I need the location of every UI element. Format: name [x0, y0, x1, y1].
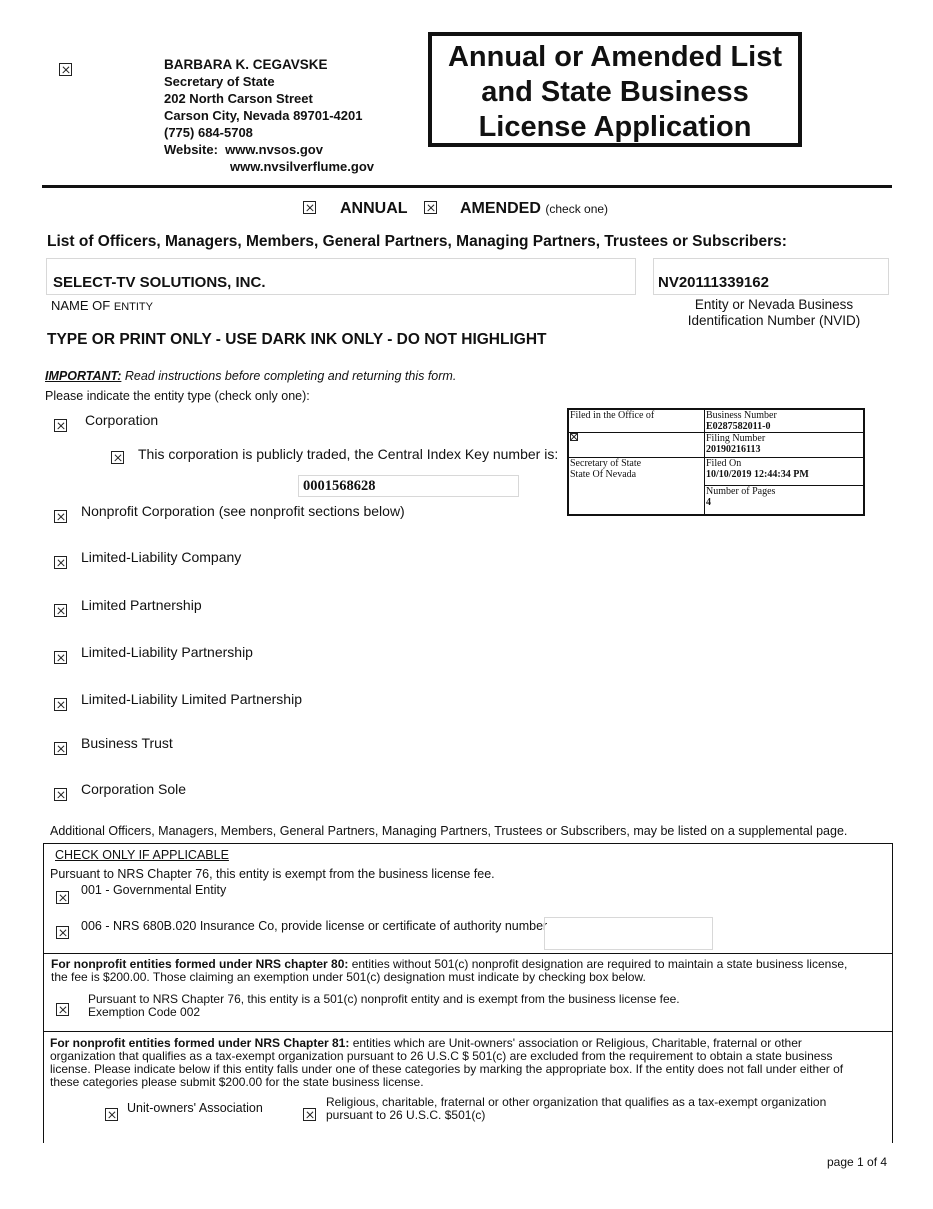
religious-line-1: Religious, charitable, fraternal or other organization that qualifies as a tax-exempt organization [326, 1095, 827, 1109]
filed-in-office: Filed in the Office of [568, 409, 705, 433]
filing-stamp [567, 408, 865, 516]
filed-on-label: Filed On [706, 458, 742, 469]
important-text: Read instructions before completing and returning this form. [124, 369, 457, 383]
nvid-label [660, 297, 888, 329]
corporation-checkbox[interactable] [54, 419, 67, 432]
llc-label: Limited-Liability Company [81, 549, 242, 565]
sos-line-1: Secretary of State [570, 458, 642, 469]
corporation-label: Corporation [85, 412, 159, 428]
chapter80-text-2: the fee is $200.00. Those claiming an exemption under 501(c) designation must indicate by checking box below. [51, 970, 646, 984]
cik-value: 0001568628 [303, 478, 376, 494]
publicly-traded-label: This corporation is publicly traded, the Central Index Key number is: [138, 446, 559, 462]
nonprofit-checkbox[interactable] [54, 510, 67, 523]
lp-label: Limited Partnership [81, 597, 202, 613]
chapter81-text-1: entities which are Unit-owners' association or Religious, Charitable, fraternal or other [352, 1036, 802, 1050]
nonprofit-501c-line-2: Exemption Code 002 [88, 1005, 201, 1019]
chapter80-text-1: entities without 501(c) nonprofit designation are required to maintain a state business license, [351, 957, 848, 971]
insurance-checkbox[interactable] [56, 926, 69, 939]
chapter80-text [51, 958, 881, 984]
llp-checkbox[interactable] [54, 651, 67, 664]
broken-image-icon [59, 63, 72, 76]
pages-cell [705, 486, 865, 515]
chapter81-text-4: these categories please submit $200.00 for the state business license. [50, 1075, 424, 1089]
nvid-label-1: Entity or Nevada Business [694, 297, 854, 312]
chapter81-text-2: organization that qualifies as a tax-exempt organization pursuant to 26 U.S.C $ 501(c) are excluded from the requirement to obtain a state business [50, 1049, 833, 1063]
header-divider [42, 185, 892, 188]
stamp-image-icon [570, 433, 578, 441]
applicable-intro: Pursuant to NRS Chapter 76, this entity is exempt from the business license fee. [50, 867, 495, 881]
publicly-traded-checkbox[interactable] [111, 451, 124, 464]
nonprofit-501c-checkbox[interactable] [56, 1003, 69, 1016]
secretary-name: BARBARA K. CEGAVSKE [164, 57, 328, 72]
llc-checkbox[interactable] [54, 556, 67, 569]
amended-line [460, 200, 608, 218]
sos-cell [568, 458, 705, 516]
sos-line-2: State Of Nevada [570, 469, 637, 480]
llp-label: Limited-Liability Partnership [81, 644, 253, 660]
website-label: Website: [164, 142, 218, 157]
business-number-cell [705, 409, 865, 433]
amended-checkbox[interactable] [424, 201, 437, 214]
religious-checkbox[interactable] [303, 1108, 316, 1121]
insurance-license-field[interactable] [544, 917, 713, 950]
lp-checkbox[interactable] [54, 604, 67, 617]
annual-label: ANNUAL [340, 200, 408, 217]
secretary-title: Secretary of State [164, 74, 275, 89]
nonprofit-501c-label [88, 993, 680, 1019]
entity-name-label-1: NAME OF [51, 298, 111, 313]
governmental-checkbox[interactable] [56, 891, 69, 904]
city-address: Carson City, Nevada 89701-4201 [164, 108, 363, 123]
unit-owners-checkbox[interactable] [105, 1108, 118, 1121]
entity-name-label [51, 298, 153, 313]
form-title [428, 32, 802, 147]
website-line [164, 141, 374, 158]
entity-name-label-2: ENTITY [113, 301, 153, 313]
chapter81-text-3: license. Please indicate below if this entity falls under one of these categories by marking the appropriate box. If the entity does not fall under either of [50, 1062, 844, 1076]
chapter80-bold: For nonprofit entities formed under NRS chapter 80: [51, 957, 349, 971]
form-title-line-1: Annual or Amended List [447, 41, 783, 73]
pages-label: Number of Pages [706, 486, 776, 498]
annual-checkbox[interactable] [303, 201, 316, 214]
governmental-label: 001 - Governmental Entity [81, 883, 227, 897]
lllp-label: Limited-Liability Limited Partnership [81, 691, 302, 707]
website-link-2[interactable]: www.nvsilverflume.gov [230, 159, 375, 174]
entity-type-prompt: Please indicate the entity type (check only one): [45, 389, 310, 403]
filing-number-label: Filing Number [706, 433, 766, 444]
entity-name-value: SELECT-TV SOLUTIONS, INC. [53, 274, 266, 291]
print-notice: TYPE OR PRINT ONLY - USE DARK INK ONLY - DO NOT HIGHLIGHT [47, 331, 547, 348]
form-title-line-2: and State Business [481, 76, 749, 108]
filed-on-cell [705, 458, 865, 486]
corporation-sole-label: Corporation Sole [81, 781, 187, 797]
filing-number: 20190216113 [706, 444, 761, 455]
stamp-seal-image [568, 433, 705, 458]
list-heading: List of Officers, Managers, Members, General Partners, Managing Partners, Trustees or Subscribers: [47, 233, 787, 250]
insurance-label: 006 - NRS 680B.020 Insurance Co, provide license or certificate of authority number [81, 919, 548, 933]
corporation-sole-checkbox[interactable] [54, 788, 67, 801]
filing-number-cell [705, 433, 865, 458]
filed-on: 10/10/2019 12:44:34 PM [706, 469, 809, 480]
business-number-label: Business Number [706, 410, 777, 421]
unit-owners-label: Unit-owners' Association [127, 1101, 263, 1115]
pages-count: 4 [706, 497, 711, 509]
agency-address [164, 56, 374, 175]
nonprofit-label: Nonprofit Corporation (see nonprofit sections below) [81, 503, 405, 519]
nonprofit-501c-line-1: Pursuant to NRS Chapter 76, this entity is a 501(c) nonprofit entity and is exempt from the business license fee. [88, 992, 680, 1006]
additional-note: Additional Officers, Managers, Members, General Partners, Managing Partners, Trustees or Subscribers, may be listed on a supplemental page. [50, 824, 848, 838]
important-label: IMPORTANT: [45, 369, 122, 383]
page-number: page 1 of 4 [827, 1155, 888, 1169]
amended-label: AMENDED [460, 200, 541, 217]
check-one-hint: (check one) [545, 202, 609, 216]
nvid-label-2: Identification Number (NVID) [687, 313, 861, 328]
form-title-line-3: License Application [478, 111, 752, 143]
religious-label [326, 1096, 826, 1122]
street-address: 202 North Carson Street [164, 91, 313, 106]
business-number: E0287582011-0 [706, 421, 771, 432]
important-note [45, 369, 456, 383]
phone-number: (775) 684-5708 [164, 125, 253, 140]
applicable-heading: CHECK ONLY IF APPLICABLE [55, 848, 229, 862]
business-trust-checkbox[interactable] [54, 742, 67, 755]
business-trust-label: Business Trust [81, 735, 173, 751]
nvid-value: NV20111339162 [658, 274, 769, 291]
chapter81-bold: For nonprofit entities formed under NRS Chapter 81: [50, 1036, 350, 1050]
website-link-1[interactable]: www.nvsos.gov [225, 142, 323, 157]
lllp-checkbox[interactable] [54, 698, 67, 711]
chapter81-text [50, 1037, 885, 1089]
religious-line-2: pursuant to 26 U.S.C. $501(c) [326, 1108, 486, 1122]
